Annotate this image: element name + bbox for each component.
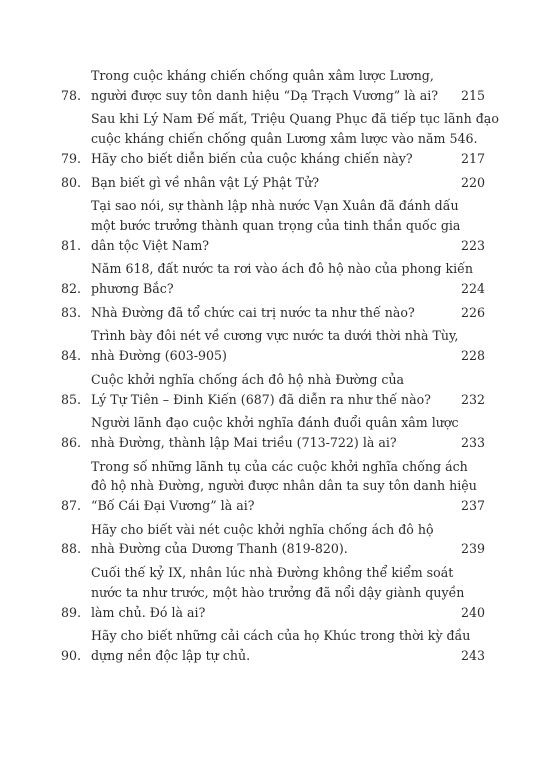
- entry-page-number: 223: [461, 237, 486, 253]
- toc-entry: [0, 370, 548, 409]
- entry-page-number: 228: [461, 348, 486, 364]
- entry-title-line: phương Bắc?: [91, 281, 174, 297]
- entry-title-line: nước ta như trước, một hào trưởng đã nổi dậy giành quyền: [91, 584, 465, 600]
- entry-title-line: nhà Đường, thành lập Mai triều (713-722) là ai?: [91, 434, 397, 450]
- entry-title-line: một bước trưởng thành quan trọng của tinh thần quốc gia: [91, 217, 461, 233]
- entry-title: [91, 66, 461, 105]
- entry-page-number: 217: [461, 150, 486, 166]
- entry-page-number: 240: [461, 604, 486, 620]
- entry-number: 83.: [61, 304, 82, 320]
- toc-entry: [0, 173, 548, 193]
- entry-title-line: dân tộc Việt Nam?: [91, 237, 210, 253]
- entry-number: 87.: [61, 498, 82, 514]
- entry-page-number: 220: [461, 174, 486, 190]
- entry-title-line: Năm 618, đất nước ta rơi vào ách đô hộ nào của phong kiến: [91, 261, 473, 277]
- entry-title-line: làm chủ. Đó là ai?: [91, 604, 206, 620]
- entry-page-number: 233: [461, 434, 486, 450]
- entry-title-line: Cuối thế kỷ IX, nhân lúc nhà Đường không thể kiểm soát: [91, 565, 454, 581]
- entry-title: [91, 413, 461, 452]
- entry-title-line: nhà Đường của Dương Thanh (819-820).: [91, 541, 348, 557]
- entry-number: 78.: [61, 87, 82, 103]
- entry-title: [91, 626, 471, 665]
- toc-entry: [0, 626, 548, 665]
- entry-title-line: Trình bày đôi nét về cương vực nước ta dưới thời nhà Tùy,: [91, 328, 459, 344]
- entry-title-line: đô hộ nhà Đường, người được nhân dân ta suy tôn danh hiệu: [91, 478, 477, 494]
- entry-title-line: Sau khi Lý Nam Đế mất, Triệu Quang Phục đã tiếp tục lãnh đạo: [91, 111, 499, 127]
- entry-title-line: Hãy cho biết những cải cách của họ Khúc trong thời kỳ đầu: [91, 628, 471, 644]
- entry-title: [91, 563, 465, 622]
- entry-title-line: dựng nền độc lập tự chủ.: [91, 647, 251, 663]
- toc-entry: [0, 66, 548, 105]
- entry-page-number: 224: [461, 281, 486, 297]
- entry-page-number: 243: [461, 647, 486, 663]
- toc-entry: [0, 196, 548, 255]
- entry-title: [91, 326, 461, 365]
- entry-title-line: “Bố Cái Đại Vương” là ai?: [91, 498, 255, 514]
- entry-page-number: 226: [461, 304, 486, 320]
- entry-number: 89.: [61, 604, 82, 620]
- entry-title-line: Hãy cho biết vài nét cuộc khởi nghĩa chống ách đô hộ: [91, 521, 434, 537]
- toc-entry: [0, 413, 548, 452]
- entry-number: 90.: [61, 647, 82, 663]
- entry-page-number: 215: [461, 87, 486, 103]
- entry-page-number: 237: [461, 498, 486, 514]
- entry-number: 80.: [61, 174, 82, 190]
- entry-title-line: cuộc kháng chiến chống quân Lương xâm lược vào năm 546.: [91, 131, 478, 147]
- entry-page-number: 239: [461, 541, 486, 557]
- toc-entry: [0, 563, 548, 622]
- entry-title-line: Người lãnh đạo cuộc khởi nghĩa đánh đuổi quân xâm lược: [91, 415, 459, 431]
- toc-entry: [0, 457, 548, 516]
- entry-title-line: Cuộc khởi nghĩa chống ách đô hộ nhà Đường của: [91, 371, 405, 387]
- entry-page-number: 232: [461, 391, 486, 407]
- entry-title: [91, 520, 461, 559]
- entry-title-line: người được suy tôn danh hiệu “Dạ Trạch Vương” là ai?: [91, 87, 439, 103]
- entry-title-line: nhà Đường (603-905): [91, 348, 227, 364]
- entry-number: 88.: [61, 541, 82, 557]
- entry-number: 81.: [61, 237, 82, 253]
- toc-entry: [0, 326, 548, 365]
- entry-title: [91, 259, 473, 298]
- entry-title: [91, 196, 461, 255]
- entry-number: 85.: [61, 391, 82, 407]
- toc-entry: [0, 303, 548, 323]
- toc-entry: [0, 520, 548, 559]
- entry-title: [91, 370, 461, 409]
- entry-title-line: Hãy cho biết diễn biến của cuộc kháng chiến này?: [91, 150, 413, 166]
- entry-title-line: Trong cuộc kháng chiến chống quân xâm lược Lương,: [91, 68, 434, 83]
- entry-title-line: Lý Tự Tiên – Đinh Kiến (687) đã diễn ra như thế nào?: [91, 391, 431, 407]
- entry-title-line: Tại sao nói, sự thành lập nhà nước Vạn Xuân đã đánh dấu: [91, 198, 459, 214]
- toc-entry: [0, 259, 548, 298]
- entry-title-line: Bạn biết gì về nhân vật Lý Phật Tử?: [91, 174, 319, 190]
- toc-entry: [0, 109, 548, 168]
- entry-number: 79.: [61, 150, 82, 166]
- entry-title-line: Trong số những lãnh tụ của các cuộc khởi nghĩa chống ách: [91, 458, 468, 474]
- entry-number: 84.: [61, 348, 82, 364]
- entry-number: 86.: [61, 434, 82, 450]
- table-of-contents: [0, 66, 548, 670]
- entry-title: [91, 173, 461, 193]
- entry-title-line: Nhà Đường đã tổ chức cai trị nước ta như thế nào?: [91, 304, 415, 320]
- entry-number: 82.: [61, 281, 82, 297]
- entry-title: [91, 303, 461, 323]
